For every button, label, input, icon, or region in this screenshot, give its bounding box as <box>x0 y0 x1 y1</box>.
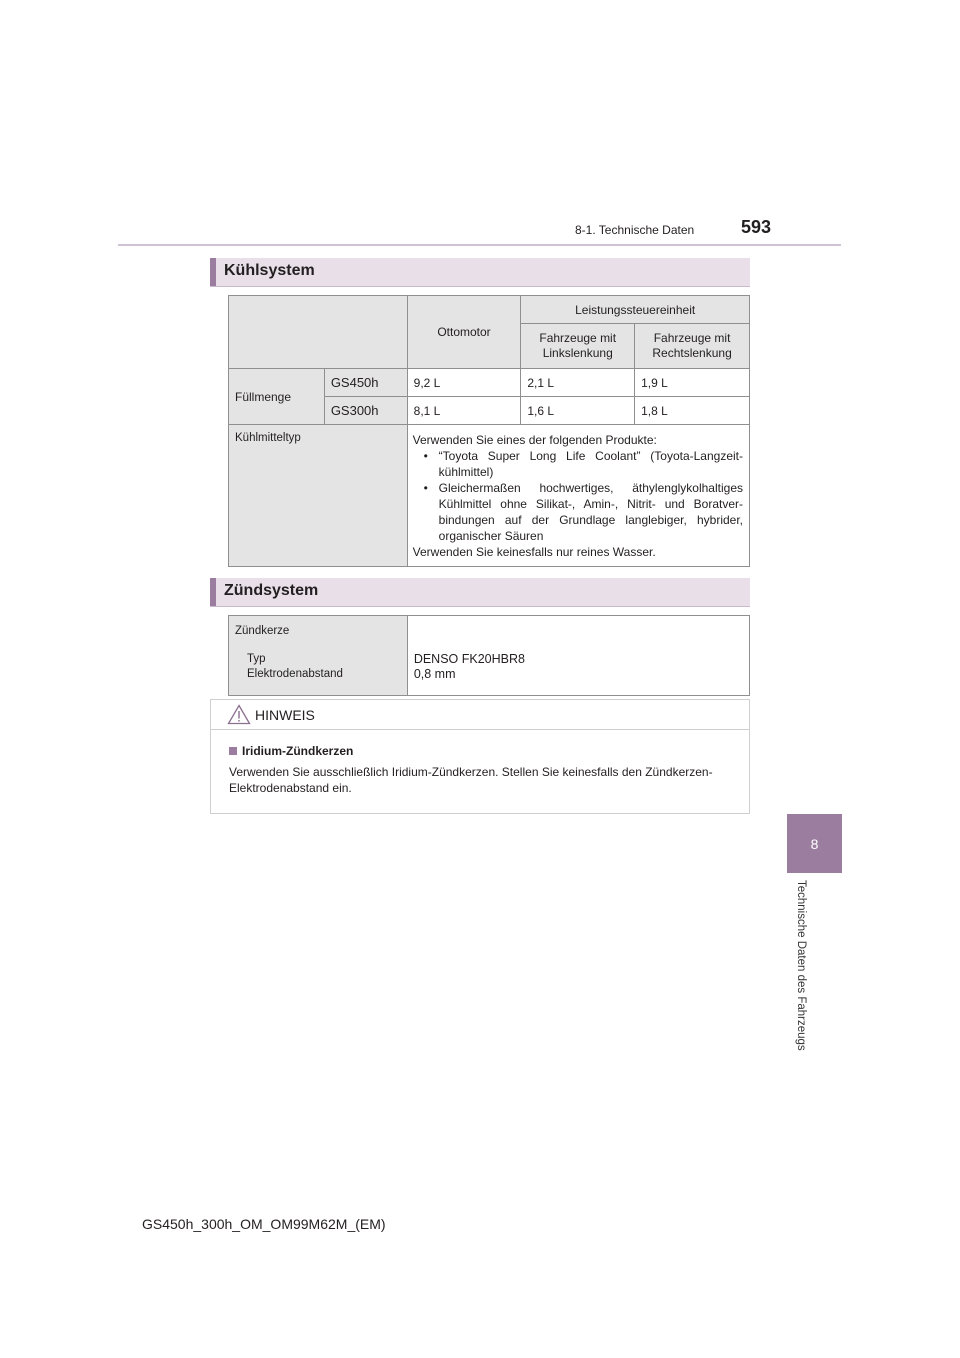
chapter-tab <box>787 814 842 873</box>
warning-triangle-icon <box>227 704 251 725</box>
left-capacity: 2,1 L <box>521 369 635 397</box>
cooling-heading <box>210 258 750 287</box>
footer-code: GS450h_300h_OM_OM99M62M_(EM) <box>142 1216 386 1232</box>
col-unit: Leistungssteuereinheit <box>521 296 750 324</box>
notice-title: HINWEIS <box>255 707 315 723</box>
model-cell: GS450h <box>324 369 407 397</box>
header-rule <box>118 244 841 246</box>
left-capacity: 1,6 L <box>521 397 635 425</box>
table-row <box>229 369 750 397</box>
chapter-number: 8 <box>810 835 819 852</box>
ignition-label-cell <box>229 616 408 696</box>
coolant-row <box>229 425 750 567</box>
engine-capacity: 8,1 L <box>407 397 521 425</box>
table-row <box>229 616 750 696</box>
engine-capacity: 9,2 L <box>407 369 521 397</box>
list-item: • “Toyota Super Long Life Coolant” (Toyota-Langzeit-kühlmittel) <box>413 448 743 480</box>
col-left-drive: Fahrzeuge mit Linkslenkung <box>521 324 635 369</box>
ignition-value-cell <box>407 616 749 696</box>
col-ottomotor: Ottomotor <box>407 296 521 369</box>
section-title: 8-1. Technische Daten <box>575 223 695 237</box>
gap-value: 0,8 mm <box>413 667 456 681</box>
square-bullet-icon <box>229 747 237 755</box>
spark-plug-label: Zündkerze <box>235 625 290 637</box>
chapter-title-side <box>795 880 809 1080</box>
notice-body: Verwenden Sie ausschließlich Iridium-Zündkerzen. Stellen Sie keinesfalls den Zündkerzen-Elektrodenabstand ein. <box>229 765 713 795</box>
page-number: 593 <box>741 217 772 237</box>
type-value: DENSO FK20HBR8 <box>413 652 525 666</box>
col-right-drive: Fahrzeuge mit Rechtslenkung <box>635 324 750 369</box>
gap-label: Elektrodenabstand <box>247 668 343 680</box>
chapter-title: Technische Daten des Fahrzeugs <box>795 880 807 1051</box>
ignition-heading <box>210 578 750 607</box>
page-header <box>0 0 960 250</box>
ignition-table <box>228 615 750 696</box>
coolant-note: Verwenden Sie keinesfalls nur reines Wasser. <box>412 545 656 559</box>
notice-header <box>211 700 749 730</box>
cooling-heading-text: Kühlsystem <box>224 262 315 279</box>
coolant-spec <box>407 425 749 567</box>
right-capacity: 1,8 L <box>635 397 750 425</box>
cooling-table <box>228 295 750 567</box>
ignition-heading-text: Zündsystem <box>224 582 319 599</box>
model-cell: GS300h <box>324 397 407 425</box>
coolant-label: Kühlmitteltyp <box>229 425 408 567</box>
cooling-corner-cell <box>229 296 408 369</box>
coolant-list <box>413 448 743 544</box>
right-capacity: 1,9 L <box>635 369 750 397</box>
type-label: Typ <box>247 653 266 665</box>
notice-box <box>210 699 750 814</box>
coolant-intro: Verwenden Sie eines der folgenden Produkte: <box>412 433 657 447</box>
cooling-header-row <box>229 296 750 324</box>
capacity-label: Füllmenge <box>229 369 325 425</box>
list-item: • Gleichermaßen hochwertiges, äthylenglykolhaltiges Kühlmittel ohne Silikat-, Amin-, Nitrit- und Boratver-bindungen auf der Grundlage langlebiger, hybrider, organischer Säuren <box>413 480 743 544</box>
notice-subheading: Iridium-Zündkerzen <box>229 744 353 758</box>
